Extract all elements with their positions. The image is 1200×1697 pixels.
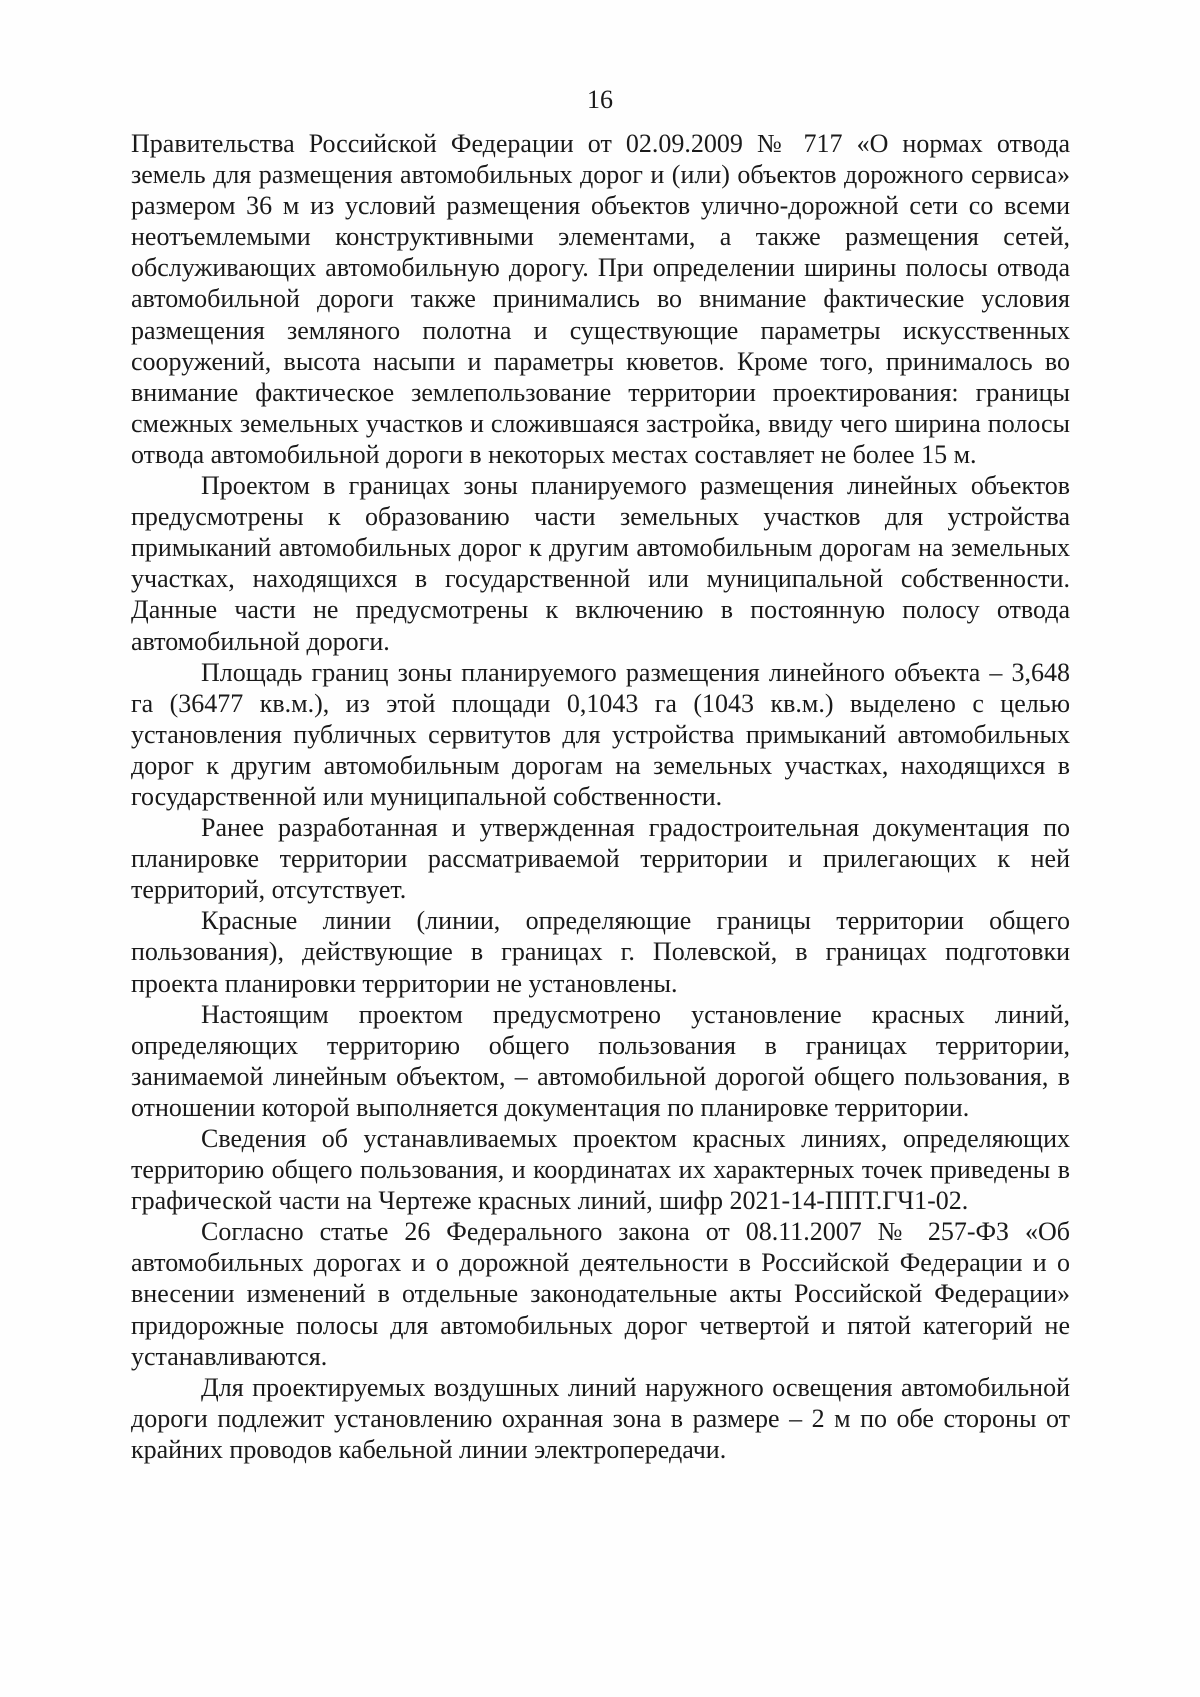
paragraph-previous-documentation: Ранее разработанная и утвержденная градостроительная документация по планировке территории рассматриваемой территории и прилегающих к ней территорий, отсутствует.: [131, 813, 1070, 905]
paragraph-land-plot-parts: Проектом в границах зоны планируемого размещения линейных объектов предусмотрены к образованию части земельных участков для устройства примыканий автомобильных дорог к другим автомобильным дорогам на земельных участках, находящихся в государственной или муниципальной собственности. Данные части не предусмотрены к включению в постоянную полосу отвода автомобильной дороги.: [131, 471, 1070, 656]
paragraph-existing-red-lines: Красные линии (линии, определяющие границы территории общего пользования), действующие в границах г. Полевской, в границах подготовки проекта планировки территории не установлены.: [131, 906, 1070, 998]
document-body: [131, 128, 1070, 1465]
page-number: 16: [587, 85, 613, 114]
paragraph-lighting-protection-zone: Для проектируемых воздушных линий наружного освещения автомобильной дороги подлежит установлению охранная зона в размере – 2 м по обе стороны от крайних проводов кабельной линии электропередачи.: [131, 1372, 1070, 1464]
paragraph-red-lines-drawing: Сведения об устанавливаемых проектом красных линиях, определяющих территорию общего пользования, и координатах их характерных точек приведены в графической части на Чертеже красных линий, шифр 2021-14-ППТ.ГЧ1-02.: [131, 1124, 1070, 1216]
paragraph-roadside-strips: Согласно статье 26 Федерального закона от 08.11.2007 № 257-ФЗ «Об автомобильных дорогах и о дорожной деятельности в Российской Федерации и о внесении изменений в отдельные законодательные акты Российской Федерации» придорожные полосы для автомобильных дорог четвертой и пятой категорий не устанавливаются.: [131, 1217, 1070, 1371]
paragraph-right-of-way-width: Правительства Российской Федерации от 02.09.2009 № 717 «О нормах отвода земель для размещения автомобильных дорог и (или) объектов дорожного сервиса» размером 36 м из условий размещения объектов улично-дорожной сети со всеми неотъемлемыми конструктивными элементами, а также размещения сетей, обслуживающих автомобильную дорогу. При определении ширины полосы отвода автомобильной дороги также принимались во внимание фактические условия размещения земляного полотна и существующие параметры искусственных сооружений, высота насыпи и параметры кюветов. Кроме того, принималось во внимание фактическое землепользование территории проектирования: границы смежных земельных участков и сложившаяся застройка, ввиду чего ширина полосы отвода автомобильной дороги в некоторых местах составляет не более 15 м.: [131, 129, 1070, 469]
paragraph-red-lines-established: Настоящим проектом предусмотрено установление красных линий, определяющих территорию общего пользования в границах территории, занимаемой линейным объектом, – автомобильной дорогой общего пользования, в отношении которой выполняется документация по планировке территории.: [131, 999, 1070, 1122]
paragraph-zone-area: Площадь границ зоны планируемого размещения линейного объекта – 3,648 га (36477 кв.м.), из этой площади 0,1043 га (1043 кв.м.) выделено с целью установления публичных сервитутов для устройства примыканий автомобильных дорог к другим автомобильным дорогам на земельных участках, находящихся в государственной или муниципальной собственности.: [131, 657, 1070, 811]
